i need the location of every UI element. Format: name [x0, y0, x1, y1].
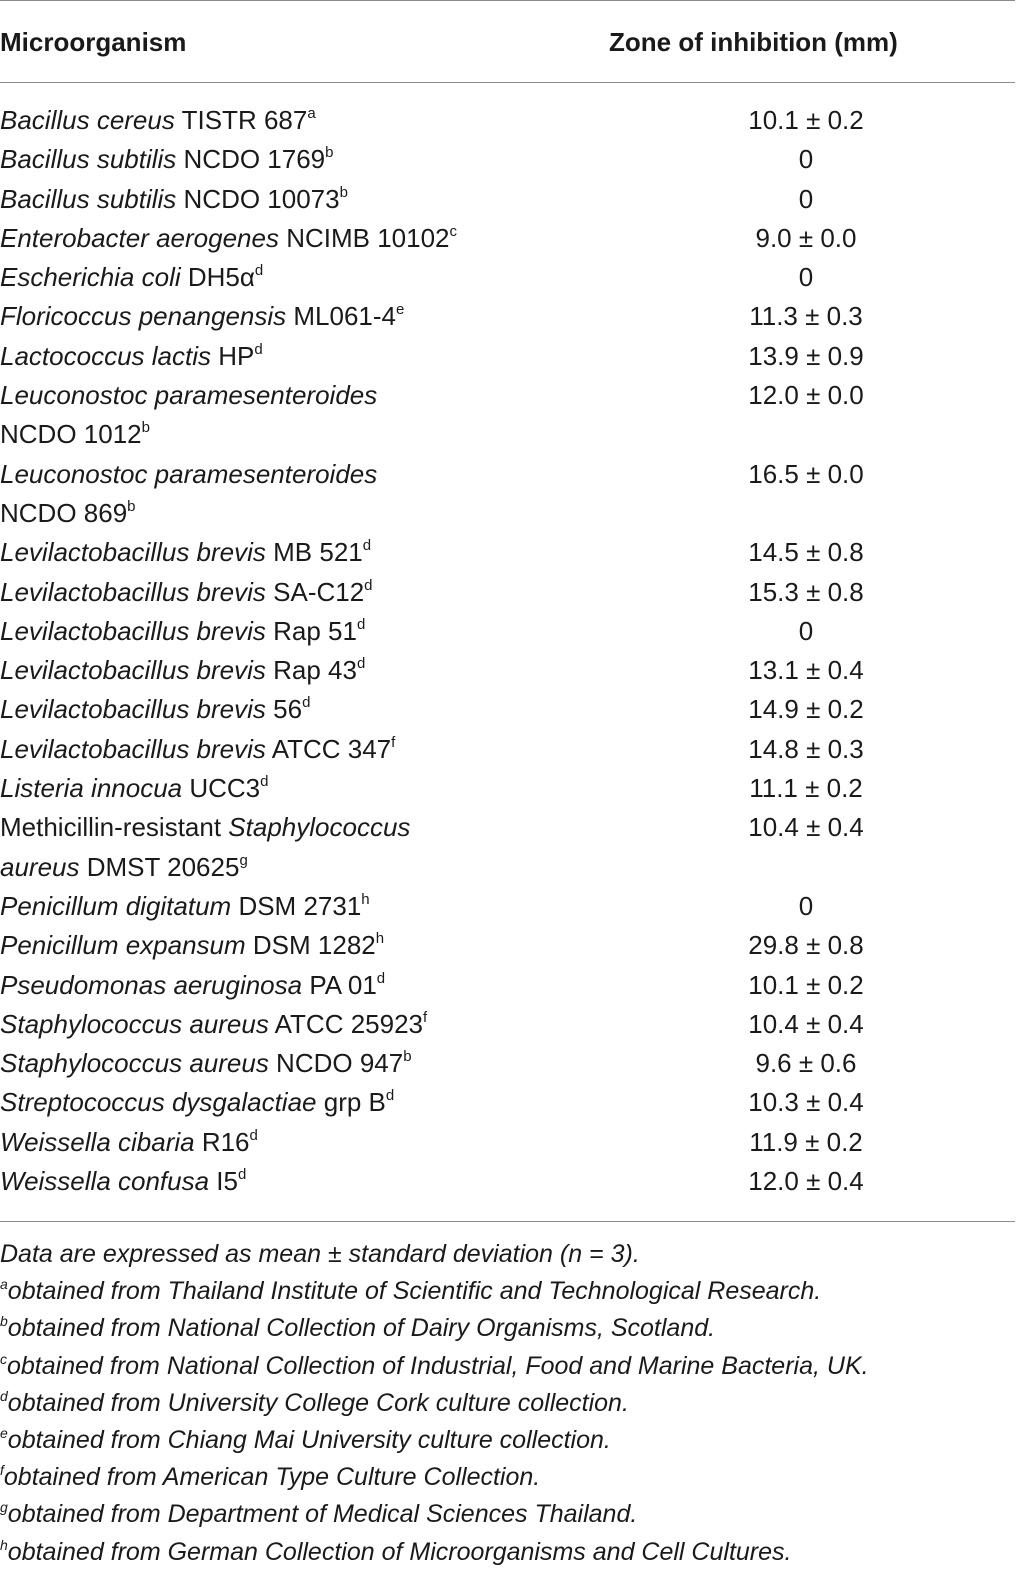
microorganism-name-line [0, 1123, 640, 1162]
zone-of-inhibition-cell: 9.6 ± 0.6 [755, 1048, 857, 1079]
name-segment: Floricoccus penangensis [0, 301, 287, 332]
name-segment: Staphylococcus aureus [0, 1008, 269, 1039]
zone-of-inhibition-cell: 11.3 ± 0.3 [749, 301, 863, 332]
footnote-line [0, 1310, 869, 1347]
footnote-marker: f [0, 1462, 4, 1479]
footnote-marker: e [396, 301, 405, 319]
zone-of-inhibition-cell: 16.5 ± 0.0 [748, 458, 864, 489]
table-row [0, 926, 1015, 965]
footnote-marker: b [325, 144, 334, 162]
microorganism-cell [0, 376, 640, 455]
footnote-line [0, 1273, 869, 1310]
footnote-marker: g [0, 1499, 8, 1516]
table-row [0, 1083, 1015, 1122]
zone-of-inhibition-cell: 0 [798, 615, 814, 646]
microorganism-name-line [0, 808, 640, 847]
footnote-marker: d [356, 615, 366, 633]
microorganism-name-line [0, 180, 640, 219]
footnote-marker: c [449, 222, 457, 240]
zone-of-inhibition-cell: 0 [798, 144, 814, 175]
microorganism-name-line [0, 415, 640, 454]
zone-of-inhibition-cell: 14.8 ± 0.3 [748, 733, 864, 764]
header-rule [0, 82, 1015, 83]
footnote-text: obtained from National Collection of Dairy Organisms, Scotland. [7, 1314, 716, 1343]
name-segment: NCDO 947 [268, 1048, 404, 1079]
name-segment: Levilactobacillus brevis [0, 655, 266, 686]
microorganism-cell [0, 1044, 640, 1083]
name-segment: Pseudomonas aeruginosa [0, 969, 303, 1000]
footnote-marker: a [307, 105, 316, 122]
table-body [0, 101, 1015, 1201]
zone-of-inhibition-cell: 10.3 ± 0.4 [748, 1087, 864, 1118]
zone-of-inhibition-cell: 14.5 ± 0.8 [748, 537, 864, 568]
zone-of-inhibition-cell: 10.1 ± 0.2 [748, 105, 864, 135]
footnote-marker: b [403, 1048, 412, 1066]
microorganism-cell [0, 769, 640, 808]
zone-of-inhibition-cell: 0 [798, 183, 814, 214]
table-row [0, 455, 1015, 534]
footnote-text: obtained from Department of Medical Sciences Thailand. [7, 1500, 638, 1529]
footnote-marker: d [385, 1087, 395, 1105]
name-segment: grp B [316, 1087, 386, 1118]
name-segment: Staphylococcus [228, 812, 411, 843]
table-row [0, 140, 1015, 179]
name-segment: Levilactobacillus brevis [0, 615, 266, 646]
name-segment: Leuconostoc paramesenteroides [0, 458, 378, 489]
zone-of-inhibition-cell: 29.8 ± 0.8 [748, 930, 864, 961]
table-row [0, 573, 1015, 612]
footnote-line [0, 1385, 869, 1422]
table-row [0, 376, 1015, 455]
table-row [0, 1005, 1015, 1044]
microorganism-cell [0, 219, 640, 258]
microorganism-cell [0, 101, 640, 140]
zone-of-inhibition-cell: 10.4 ± 0.4 [748, 812, 864, 843]
name-segment: Methicillin-resistant [0, 812, 229, 843]
microorganism-cell [0, 730, 640, 769]
name-segment: DSM 2731 [231, 890, 362, 921]
zone-of-inhibition-cell: 13.9 ± 0.9 [748, 340, 864, 371]
microorganism-name-line [0, 926, 640, 965]
zone-of-inhibition-cell: 12.0 ± 0.4 [748, 1166, 864, 1197]
zone-of-inhibition-cell: 14.9 ± 0.2 [748, 694, 864, 725]
footnote-marker: d [254, 262, 264, 280]
footnote-marker: d [302, 694, 311, 712]
microorganism-name-line [0, 376, 640, 415]
footnote-marker: b [0, 1313, 8, 1330]
name-segment: 56 [265, 694, 303, 725]
footnote-text: obtained from University College Cork culture collection. [7, 1388, 629, 1417]
microorganism-name-line [0, 730, 640, 769]
zone-of-inhibition-cell: 15.3 ± 0.8 [748, 576, 864, 607]
footnote-line [0, 1534, 869, 1571]
name-segment: NCDO 1012 [0, 419, 142, 450]
name-segment: aureus [0, 851, 80, 882]
microorganism-name-line [0, 455, 640, 494]
microorganism-name-line [0, 690, 640, 729]
table-row [0, 297, 1015, 336]
footnote-marker: d [249, 1126, 258, 1144]
microorganism-name-line [0, 612, 640, 651]
footnote-line [0, 1422, 869, 1459]
footnote-marker: h [0, 1536, 8, 1553]
microorganism-name-line [0, 1044, 640, 1083]
name-segment: NCIMB 10102 [278, 222, 450, 253]
name-segment: Escherichia coli [0, 262, 181, 293]
footnote-marker: d [254, 340, 263, 358]
name-segment: Penicillum digitatum [0, 890, 232, 921]
name-segment: SA-C12 [265, 576, 365, 607]
microorganism-name-line [0, 887, 640, 926]
zone-of-inhibition-cell: 10.4 ± 0.4 [748, 1008, 864, 1039]
table-row [0, 612, 1015, 651]
table-row [0, 690, 1015, 729]
table-top-rule [0, 0, 1015, 1]
footnote-marker: d [376, 969, 386, 987]
footnote-marker: b [141, 419, 150, 437]
name-segment: Weissella cibaria [0, 1126, 195, 1157]
table-row [0, 1162, 1015, 1201]
table-row [0, 337, 1015, 376]
name-segment: ATCC 25923 [268, 1008, 423, 1039]
microorganism-cell [0, 612, 640, 651]
footnote-line [0, 1236, 869, 1273]
name-segment: NCDO 869 [0, 497, 128, 528]
microorganism-cell [0, 1162, 640, 1201]
table-row [0, 219, 1015, 258]
microorganism-cell [0, 808, 640, 887]
table-row [0, 101, 1015, 140]
footnote-marker: d [364, 576, 373, 594]
name-segment: Levilactobacillus brevis [0, 694, 266, 725]
microorganism-name-line [0, 219, 640, 258]
microorganism-cell [0, 180, 640, 219]
microorganism-name-line [0, 101, 640, 140]
table-row [0, 651, 1015, 690]
footnote-marker: d [356, 655, 366, 673]
footnote-marker: b [127, 497, 136, 515]
name-segment: PA 01 [302, 969, 377, 1000]
table-bottom-rule [0, 1221, 1015, 1222]
table-row [0, 533, 1015, 572]
name-segment: Bacillus subtilis [0, 183, 177, 214]
name-segment: Listeria innocua [0, 773, 183, 804]
name-segment: ATCC 347 [265, 733, 392, 764]
footnote-marker: e [0, 1425, 8, 1442]
zone-of-inhibition-cell: 11.1 ± 0.2 [749, 773, 863, 804]
footnote-line [0, 1348, 869, 1385]
footnote-text: obtained from National Collection of Industrial, Food and Marine Bacteria, UK. [7, 1351, 869, 1380]
table-row [0, 769, 1015, 808]
footnote-marker: b [339, 183, 348, 201]
microorganism-cell [0, 1123, 640, 1162]
zone-of-inhibition-cell: 10.1 ± 0.2 [748, 969, 864, 1000]
name-segment: Rap 51 [265, 615, 357, 646]
name-segment: Staphylococcus aureus [0, 1048, 269, 1079]
table-row [0, 180, 1015, 219]
microorganism-name-line [0, 651, 640, 690]
microorganism-cell [0, 887, 640, 926]
microorganism-name-line [0, 494, 640, 533]
footnote-marker: d [0, 1387, 8, 1404]
footnote-marker: h [361, 890, 370, 908]
name-segment: Bacillus cereus [0, 105, 175, 135]
microorganism-cell [0, 258, 640, 297]
microorganism-cell [0, 690, 640, 729]
name-segment: Weissella confusa [0, 1166, 210, 1197]
microorganism-name-line [0, 1005, 640, 1044]
table-row [0, 887, 1015, 926]
footnote-text: Data are expressed as mean ± standard deviation (n = 3). [0, 1240, 640, 1268]
name-segment: TISTR 687 [174, 105, 308, 135]
footnote-text: obtained from Thailand Institute of Scientific and Technological Research. [7, 1277, 822, 1306]
zone-of-inhibition-cell: 9.0 ± 0.0 [755, 222, 857, 253]
name-segment: NCDO 10073 [176, 183, 340, 214]
microorganism-name-line [0, 1162, 640, 1201]
microorganism-name-line [0, 140, 640, 179]
table-row [0, 1044, 1015, 1083]
footnote-line [0, 1459, 869, 1496]
name-segment: R16 [194, 1126, 250, 1157]
name-segment: Bacillus subtilis [0, 144, 177, 175]
table-footnotes [0, 1236, 869, 1571]
microorganism-cell [0, 1083, 640, 1122]
microorganism-cell [0, 966, 640, 1005]
footnote-text: obtained from American Type Culture Collection. [3, 1463, 541, 1492]
name-segment: UCC3 [182, 773, 261, 804]
column-header-zone-of-inhibition: Zone of inhibition (mm) [609, 27, 898, 57]
table-row [0, 258, 1015, 297]
table-row [0, 966, 1015, 1005]
microorganism-cell [0, 573, 640, 612]
footnote-text: obtained from German Collection of Microorganisms and Cell Cultures. [7, 1537, 792, 1566]
zone-of-inhibition-cell: 0 [798, 890, 814, 921]
footnote-marker: c [0, 1350, 7, 1367]
zone-of-inhibition-cell: 12.0 ± 0.0 [748, 380, 864, 411]
microorganism-cell [0, 533, 640, 572]
footnote-marker: d [260, 773, 269, 791]
name-segment: Levilactobacillus brevis [0, 537, 266, 568]
microorganism-cell [0, 651, 640, 690]
name-segment: DMST 20625 [79, 851, 240, 882]
column-header-microorganism: Microorganism [0, 27, 187, 57]
footnote-marker: d [238, 1166, 247, 1184]
name-segment: Levilactobacillus brevis [0, 733, 266, 764]
footnote-text: obtained from Chiang Mai University culture collection. [7, 1426, 611, 1455]
zone-of-inhibition-cell: 13.1 ± 0.4 [748, 655, 864, 686]
footnote-marker: f [423, 1008, 428, 1026]
microorganism-cell [0, 1005, 640, 1044]
microorganism-name-line [0, 848, 640, 887]
microorganism-name-line [0, 769, 640, 808]
name-segment: Leuconostoc paramesenteroides [0, 380, 378, 411]
microorganism-name-line [0, 966, 640, 1005]
microorganism-name-line [0, 573, 640, 612]
name-segment: Levilactobacillus brevis [0, 576, 266, 607]
footnote-marker: g [239, 851, 248, 869]
microorganism-cell [0, 297, 640, 336]
name-segment: DH5α [180, 262, 255, 293]
microorganism-cell [0, 337, 640, 376]
microorganism-cell [0, 455, 640, 534]
footnote-marker: a [0, 1276, 8, 1293]
microorganism-name-line [0, 297, 640, 336]
zone-of-inhibition-cell: 11.9 ± 0.2 [749, 1126, 863, 1157]
name-segment: Penicillum expansum [0, 930, 246, 961]
microorganism-name-line [0, 1083, 640, 1122]
microorganism-cell [0, 140, 640, 179]
footnote-marker: d [362, 537, 372, 555]
footnote-marker: f [391, 733, 396, 751]
microorganism-name-line [0, 258, 640, 297]
microorganism-cell [0, 926, 640, 965]
zone-of-inhibition-cell: 0 [798, 262, 814, 293]
microorganism-name-line [0, 337, 640, 376]
name-segment: MB 521 [265, 537, 363, 568]
name-segment: Enterobacter aerogenes [0, 222, 279, 253]
name-segment: Streptococcus dysgalactiae [0, 1087, 317, 1118]
name-segment: NCDO 1769 [176, 144, 326, 175]
table-row [0, 1123, 1015, 1162]
microorganism-name-line [0, 533, 640, 572]
name-segment: HP [210, 340, 255, 371]
footnote-marker: h [375, 930, 385, 948]
table-row [0, 730, 1015, 769]
name-segment: ML061-4 [286, 301, 396, 332]
table-row [0, 808, 1015, 887]
footnote-line [0, 1496, 869, 1533]
name-segment: DSM 1282 [245, 930, 376, 961]
name-segment: I5 [209, 1166, 238, 1197]
name-segment: Lactococcus lactis [0, 340, 211, 371]
name-segment: Rap 43 [265, 655, 357, 686]
